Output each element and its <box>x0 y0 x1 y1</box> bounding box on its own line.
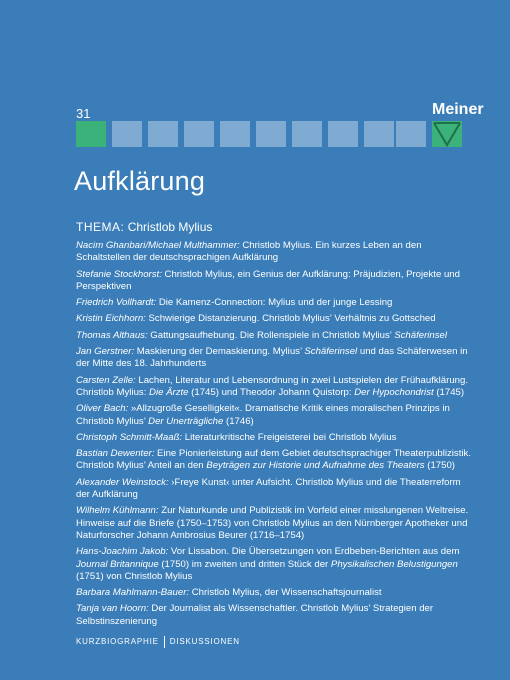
entry-author: Kristin Eichhorn: <box>76 313 146 325</box>
contents-entry <box>76 587 476 599</box>
entry-text: Der Journalist als Wissenschaftler. Christlob Mylius’ Strategien der Selbstinszenierung <box>76 603 434 627</box>
publisher-logo-icon <box>432 121 462 147</box>
band-square <box>292 121 322 147</box>
publisher-name: Meiner <box>432 101 484 118</box>
contents-entry <box>76 403 476 428</box>
contents-entry <box>76 375 476 400</box>
entry-author: Nacim Ghanbari/Michael Multhammer: <box>76 240 240 251</box>
band-square <box>184 121 214 147</box>
entry-author: Stefanie Stockhorst: <box>76 268 162 280</box>
band-square <box>112 121 142 147</box>
entry-text: Lachen, Literatur und Lebensordnung in zwei Lustspielen der Frühaufklärung. Christlob Mylius: <box>76 374 468 398</box>
thema-topic: Christlob Mylius <box>127 220 213 234</box>
contents-entry <box>76 346 476 371</box>
entry-text: »Allzugroße Geselligkeit«. Dramatische Kritik eines moralischen Prinzips in Christlob Mylius’ <box>76 403 450 427</box>
entry-text: Vor Lissabon. Die Übersetzungen von Erdbeben-Berichten aus dem <box>168 546 460 558</box>
contents-entry <box>76 330 476 342</box>
issue-square <box>76 121 106 147</box>
entry-author: Oliver Bach: <box>76 403 129 415</box>
entry-text: (1745) <box>433 386 465 398</box>
band-square <box>364 121 394 147</box>
contents-entry <box>76 448 476 473</box>
entry-text: Gattungsaufhebung. Die Rollenspiele in Christlob Mylius’ <box>147 329 395 341</box>
entry-author: Friedrich Vollhardt: <box>76 297 157 309</box>
entry-text: Christlob Mylius. Ein kurzes Leben an den Schaltstellen der deutschsprachigen Aufklärung <box>76 240 422 264</box>
footer-sections <box>76 636 240 648</box>
contents-entry <box>76 297 476 309</box>
entry-text: Christlob Mylius, der Wissenschaftsjournalist <box>189 587 382 599</box>
band-square <box>256 121 286 147</box>
entry-work-title: Der Hypochondrist <box>354 386 434 398</box>
footer-kurzbiographie: KURZBIOGRAPHIE <box>76 637 159 647</box>
entry-author: Jan Gerstner: <box>76 346 135 358</box>
footer-diskussionen: DISKUSSIONEN <box>169 637 240 647</box>
entry-text: ›Freye Kunst‹ unter Aufsicht. Christlob Mylius und die Theaterreform der Aufklärung <box>76 476 461 501</box>
entry-author: Barbara Mahlmann-Bauer: <box>76 587 190 599</box>
entry-work-title: Schäferinsel <box>394 329 447 341</box>
contents-entry <box>76 240 476 265</box>
square-band <box>76 121 456 147</box>
entry-text: Zur Naturkunde und Publizistik im Vorfeld einer misslungenen Weltreise. Hinweise auf die Briefe (1750–1753) von Christlob Mylius an den Nürnberger Apotheker und Naturforscher Johann Ambrosius Beurer (1716–1754) <box>76 505 469 541</box>
band-square <box>396 121 426 147</box>
entry-author: Thomas Althaus: <box>76 329 148 341</box>
entry-work-title: Beyträgen zur Historie und Aufnahme des Theaters <box>206 460 425 472</box>
entry-work-title: Die Ärzte <box>149 386 189 398</box>
entry-text: Eine Pionierleistung auf dem Gebiet deutschsprachiger Theaterpublizistik. Christlob Mylius’ Anteil an den <box>76 448 471 472</box>
entry-text: Literaturkritische Freigeisterei bei Christlob Mylius <box>182 431 397 443</box>
entry-text: (1750) <box>424 460 455 472</box>
entry-text: (1745) und Theodor Johann Quistorp: <box>188 386 355 398</box>
thema-label: THEMA: <box>76 220 125 234</box>
band-square <box>220 121 250 147</box>
entry-work-title: Schäferinsel <box>304 346 358 358</box>
contents-entry <box>76 505 476 542</box>
contents-entry <box>76 477 476 502</box>
band-square <box>328 121 358 147</box>
entry-text: Christlob Mylius, ein Genius der Aufklärung: Präjudizien, Projekte und Perspektiven <box>76 268 460 292</box>
contents-entry <box>76 546 476 583</box>
entry-text: Schwierige Distanzierung. Christlob Mylius’ Verhältnis zu Gottsched <box>145 313 436 325</box>
entry-text: und das Schäferwesen in der Mitte des 18. Jahrhunderts <box>76 346 468 370</box>
contents-list <box>76 240 476 632</box>
entry-text: (1751) von Christlob Mylius <box>76 570 193 582</box>
contents-entry <box>76 313 476 325</box>
contents-entry <box>76 432 476 444</box>
entry-author: Wilhelm Kühlmann: <box>76 505 159 517</box>
footer-divider <box>164 636 165 648</box>
entry-author: Bastian Dewenter: <box>76 448 155 460</box>
contents-entry <box>76 269 476 294</box>
entry-author: Alexander Weinstock: <box>76 476 169 488</box>
entry-text: Die Kamenz-Connection: Mylius und der junge Lessing <box>156 297 393 309</box>
entry-work-title: Der Unerträgliche <box>148 415 224 427</box>
entry-work-title: Journal Britannique <box>76 558 159 570</box>
entry-text: Maskierung der Demaskierung. Mylius’ <box>134 346 305 358</box>
thema-heading <box>76 220 212 234</box>
contents-entry <box>76 603 476 628</box>
entry-author: Tanja van Hoorn: <box>76 603 149 615</box>
entry-work-title: Physikalischen Belustigungen <box>330 558 458 570</box>
band-square <box>148 121 178 147</box>
journal-title: Aufklärung <box>74 166 206 196</box>
entry-author: Carsten Zelle: <box>76 374 136 386</box>
entry-text: (1746) <box>223 415 254 427</box>
issue-number: 31 <box>76 106 91 121</box>
entry-author: Hans-Joachim Jakob: <box>76 546 169 558</box>
entry-author: Christoph Schmitt-Maaß: <box>76 431 183 443</box>
entry-text: (1750) im zweiten und dritten Stück der <box>158 558 331 570</box>
